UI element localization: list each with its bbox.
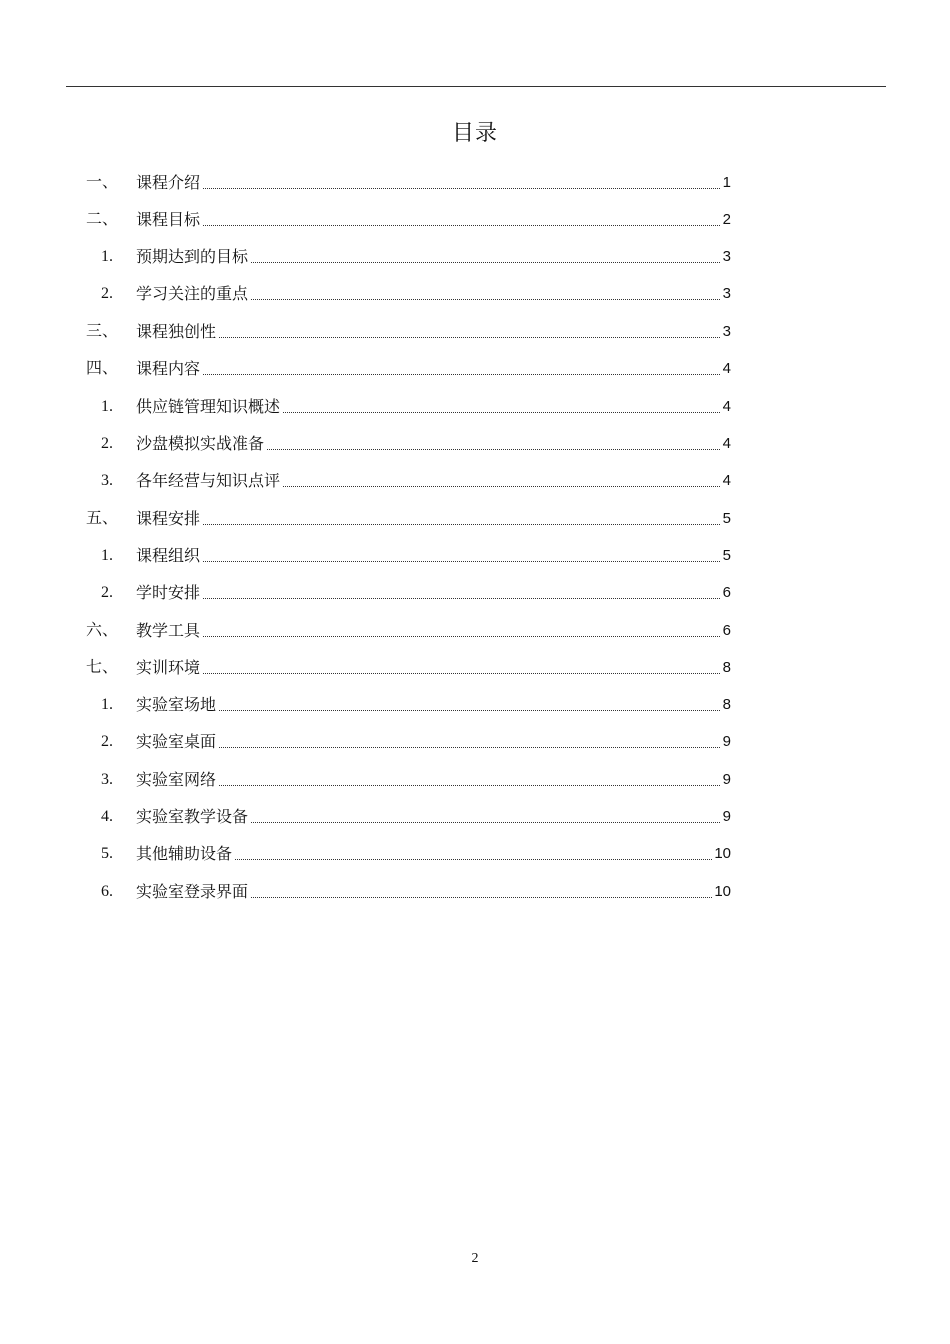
toc-entry[interactable]	[0, 389, 950, 426]
page-number: 2	[471, 1251, 479, 1266]
toc-entry-number: 4.	[101, 808, 113, 825]
toc-entry-number: 5.	[101, 845, 113, 862]
toc-entry[interactable]	[0, 314, 950, 351]
toc-entry-number: 二、	[86, 211, 119, 228]
toc-entry-page[interactable]: 9	[722, 808, 731, 825]
toc-entry[interactable]	[0, 762, 950, 799]
toc-entry-page[interactable]: 4	[722, 360, 731, 377]
dot-leader	[136, 374, 730, 375]
toc-entry[interactable]	[0, 575, 950, 612]
toc-entry-title[interactable]: 各年经营与知识点评	[136, 471, 281, 490]
toc-entry-number: 1.	[101, 248, 113, 265]
toc-entry[interactable]	[0, 276, 950, 313]
toc-entry-title[interactable]: 预期达到的目标	[136, 247, 249, 266]
header-rule	[66, 86, 886, 87]
toc-entry-number: 1.	[101, 547, 113, 564]
toc-entry-title[interactable]: 学时安排	[136, 583, 201, 602]
toc-entry-page[interactable]: 3	[722, 248, 731, 265]
toc-entry-page[interactable]: 1	[722, 174, 731, 191]
toc-entry[interactable]	[0, 426, 950, 463]
toc-entry-page[interactable]: 2	[722, 211, 731, 228]
toc-entry[interactable]	[0, 874, 950, 911]
dot-leader	[136, 710, 730, 711]
toc-entry-title[interactable]: 课程组织	[136, 546, 201, 565]
toc-entry-number: 一、	[86, 174, 119, 191]
toc-entry-page[interactable]: 10	[714, 845, 731, 862]
toc-entry-page[interactable]: 8	[722, 696, 731, 713]
toc-entry-page[interactable]: 3	[722, 323, 731, 340]
dot-leader	[136, 561, 730, 562]
toc-entry-title[interactable]: 课程介绍	[136, 173, 201, 192]
dot-leader	[136, 225, 730, 226]
toc-entry[interactable]	[0, 613, 950, 650]
toc-entry-title[interactable]: 实验室登录界面	[136, 882, 249, 901]
toc-entry-number: 三、	[86, 323, 119, 340]
toc-entry-title[interactable]: 课程独创性	[136, 322, 217, 341]
toc-entry[interactable]	[0, 799, 950, 836]
toc-entry[interactable]	[0, 538, 950, 575]
toc-entry-page[interactable]: 6	[722, 622, 731, 639]
toc-entry-page[interactable]: 8	[722, 659, 731, 676]
toc-entry[interactable]	[0, 351, 950, 388]
toc-entry-page[interactable]: 4	[722, 398, 731, 415]
toc-entry-number: 七、	[86, 659, 119, 676]
toc-entry-number: 3.	[101, 771, 113, 788]
toc-entry-page[interactable]: 4	[722, 435, 731, 452]
toc-entry[interactable]	[0, 650, 950, 687]
toc-entry-title[interactable]: 实训环境	[136, 658, 201, 677]
toc-entry[interactable]	[0, 202, 950, 239]
toc-entry-title[interactable]: 实验室网络	[136, 770, 217, 789]
toc-entry[interactable]	[0, 687, 950, 724]
toc-entry-number: 2.	[101, 285, 113, 302]
toc-entry-number: 五、	[86, 510, 119, 527]
toc-entry-number: 3.	[101, 472, 113, 489]
toc-entry-number: 6.	[101, 883, 113, 900]
toc-entry-page[interactable]: 10	[714, 883, 731, 900]
toc-entry-page[interactable]: 3	[722, 285, 731, 302]
dot-leader	[136, 785, 730, 786]
dot-leader	[136, 636, 730, 637]
toc-entry-title[interactable]: 课程内容	[136, 359, 201, 378]
toc-entry-page[interactable]: 5	[722, 547, 731, 564]
toc-entry-title[interactable]: 实验室教学设备	[136, 807, 249, 826]
toc-entry-number: 2.	[101, 435, 113, 452]
toc-entry-number: 1.	[101, 696, 113, 713]
dot-leader	[136, 747, 730, 748]
toc-entry[interactable]	[0, 239, 950, 276]
dot-leader	[136, 524, 730, 525]
toc-entry[interactable]	[0, 463, 950, 500]
toc-entry-page[interactable]: 6	[722, 584, 731, 601]
toc-entry-title[interactable]: 学习关注的重点	[136, 284, 249, 303]
toc-entry-number: 2.	[101, 584, 113, 601]
toc-entry-page[interactable]: 5	[722, 510, 731, 527]
toc-entry-number: 四、	[86, 360, 119, 377]
toc-entry[interactable]	[0, 724, 950, 761]
toc-entry-title[interactable]: 课程安排	[136, 509, 201, 528]
toc-entry-page[interactable]: 4	[722, 472, 731, 489]
dot-leader	[136, 337, 730, 338]
toc-entry-title[interactable]: 沙盘模拟实战准备	[136, 434, 265, 453]
toc-entry-title[interactable]: 其他辅助设备	[136, 844, 233, 863]
toc-entry[interactable]	[0, 501, 950, 538]
toc-entry-page[interactable]: 9	[722, 733, 731, 750]
dot-leader	[136, 598, 730, 599]
toc-entry[interactable]	[0, 165, 950, 202]
toc-entry-title[interactable]: 供应链管理知识概述	[136, 397, 281, 416]
toc-entry-number: 六、	[86, 622, 119, 639]
toc-entry-number: 2.	[101, 733, 113, 750]
toc-entry-number: 1.	[101, 398, 113, 415]
toc-entry-page[interactable]: 9	[722, 771, 731, 788]
toc-entry-title[interactable]: 课程目标	[136, 210, 201, 229]
dot-leader	[136, 188, 730, 189]
toc-entry-title[interactable]: 实验室桌面	[136, 732, 217, 751]
toc-entry[interactable]	[0, 836, 950, 873]
toc-entry-title[interactable]: 实验室场地	[136, 695, 217, 714]
dot-leader	[136, 673, 730, 674]
toc-entry-title[interactable]: 教学工具	[136, 621, 201, 640]
toc-title: 目录	[451, 121, 498, 146]
